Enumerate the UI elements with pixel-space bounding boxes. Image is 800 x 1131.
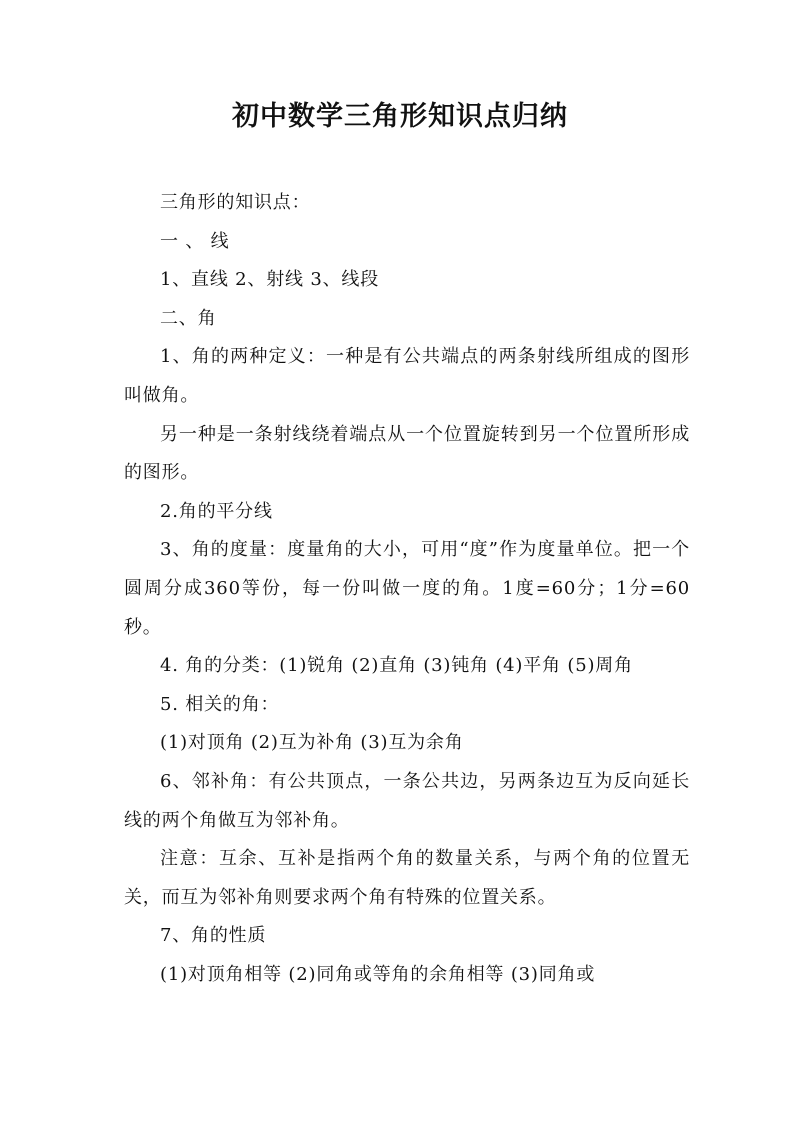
paragraph-angle-classification: 4. 角的分类：(1)锐角 (2)直角 (3)钝角 (4)平角 (5)周角 (160, 655, 633, 677)
paragraph-related-angles: 5. 相关的角： (160, 693, 280, 715)
document-title: 初中数学三角形知识点归纳 (232, 101, 568, 132)
paragraph-angle-definition: 1、角的两种定义：一种是有公共端点的两条射线所组成的图形叫做角。 (124, 346, 690, 406)
paragraph-note: 注意：互余、互补是指两个角的数量关系，与两个角的位置无关，而互为邻补角则要求两个角有特殊的位置关系。 (124, 848, 690, 908)
paragraph-angle-measure: 3、角的度量：度量角的大小，可用“度”作为度量单位。把一个圆周分成360等份，每一份叫做一度的角。1度=60分；1分=60秒。 (124, 539, 690, 638)
paragraph-angle-second-definition: 另一种是一条射线绕着端点从一个位置旋转到另一个位置所形成的图形。 (124, 423, 690, 484)
paragraph-section-line: 一 、 线 (160, 230, 230, 252)
paragraph-section-angle: 二、角 (160, 307, 217, 329)
document-body (124, 184, 690, 994)
paragraph-knowledge-intro: 三角形的知识点： (160, 192, 311, 213)
paragraph-adjacent-supplementary: 6、邻补角：有公共顶点，一条公共边，另两条边互为反向延长线的两个角做互为邻补角。 (124, 770, 690, 831)
paragraph-related-angle-types: (1)对顶角 (2)互为补角 (3)互为余角 (160, 732, 464, 754)
paragraph-angle-bisector: 2.角的平分线 (160, 500, 273, 522)
paragraph-angle-property-list: (1)对顶角相等 (2)同角或等角的余角相等 (3)同角或 (160, 963, 596, 985)
paragraph-angle-properties: 7、角的性质 (160, 925, 267, 947)
paragraph-line-types: 1、直线 2、射线 3、线段 (160, 269, 379, 291)
